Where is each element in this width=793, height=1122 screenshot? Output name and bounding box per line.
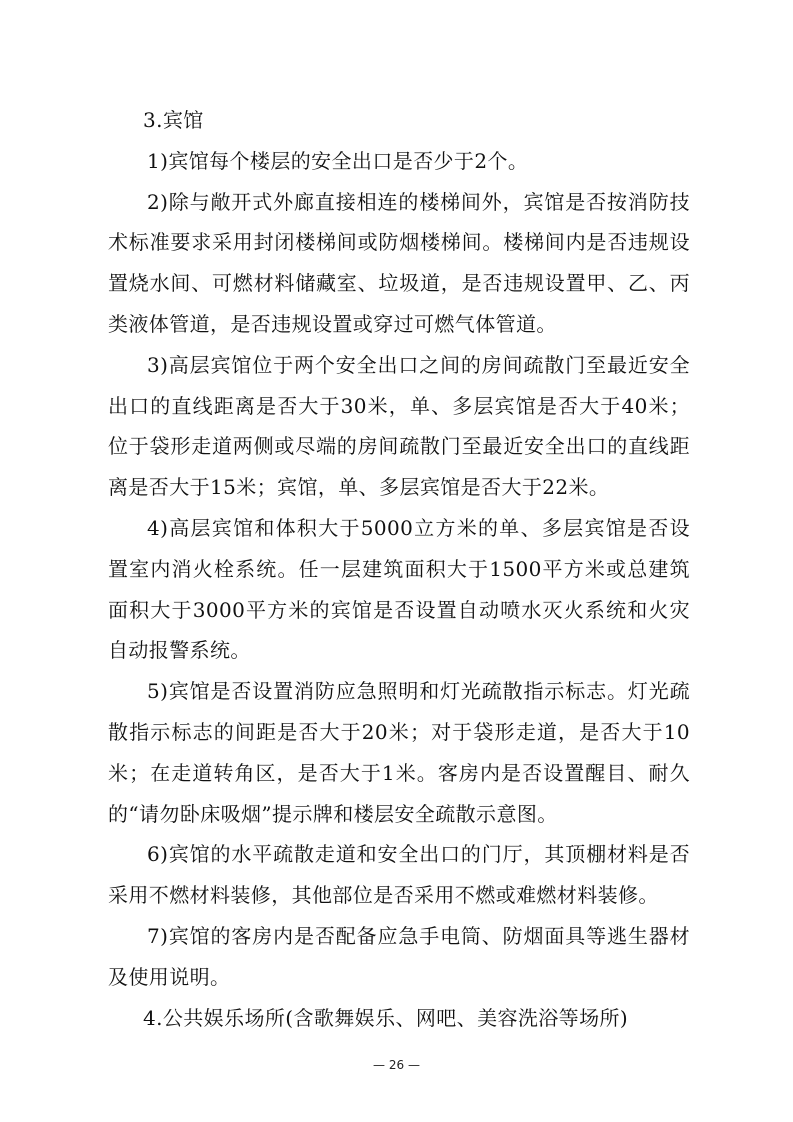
paragraph-item-5: 5)宾馆是否设置消防应急照明和灯光疏散指示标志。灯光疏散指示标志的间距是否大于20米；对于袋形走道，是否大于10米；在走道转角区，是否大于1米。客房内是否设置醒目、耐久的“请勿卧床吸烟”提示牌和楼层安全疏散示意图。 <box>108 679 690 826</box>
section-heading-entertainment: 4.公共娱乐场所(含歌舞娱乐、网吧、美容洗浴等场所) <box>143 1005 629 1030</box>
paragraph-item-7: 7)宾馆的客房内是否配备应急手电筒、防烟面具等逃生器材及使用说明。 <box>108 923 690 989</box>
page-number: — 26 — <box>373 1058 420 1072</box>
paragraph-item-1: 1)宾馆每个楼层的安全出口是否少于2个。 <box>147 148 529 173</box>
paragraph-item-3: 3)高层宾馆位于两个安全出口之间的房间疏散门至最近安全出口的直线距离是否大于30米，单、多层宾馆是否大于40米；位于袋形走道两侧或尽端的房间疏散门至最近安全出口的直线距离是否大于15米；宾馆，单、多层宾馆是否大于22米。 <box>108 352 690 500</box>
section-heading-hotel: 3.宾馆 <box>143 108 204 132</box>
paragraph-item-2: 2)除与敞开式外廊直接相连的楼梯间外，宾馆是否按消防技术标准要求采用封闭楼梯间或防烟楼梯间。楼梯间内是否违规设置烧水间、可燃材料储藏室、垃圾道，是否违规设置甲、乙、丙类液体管道，是否违规设置或穿过可燃气体管道。 <box>108 189 690 336</box>
document-body <box>108 100 690 1038</box>
paragraph-item-4: 4)高层宾馆和体积大于5000立方米的单、多层宾馆是否设置室内消火栓系统。任一层建筑面积大于1500平方米或总建筑面积大于3000平方米的宾馆是否设置自动喷水灭火系统和火灾自动报警系统。 <box>108 515 690 663</box>
paragraph-item-6: 6)宾馆的水平疏散走道和安全出口的门厅，其顶棚材料是否采用不燃材料装修，其他部位是否采用不燃或难燃材料装修。 <box>108 842 690 908</box>
